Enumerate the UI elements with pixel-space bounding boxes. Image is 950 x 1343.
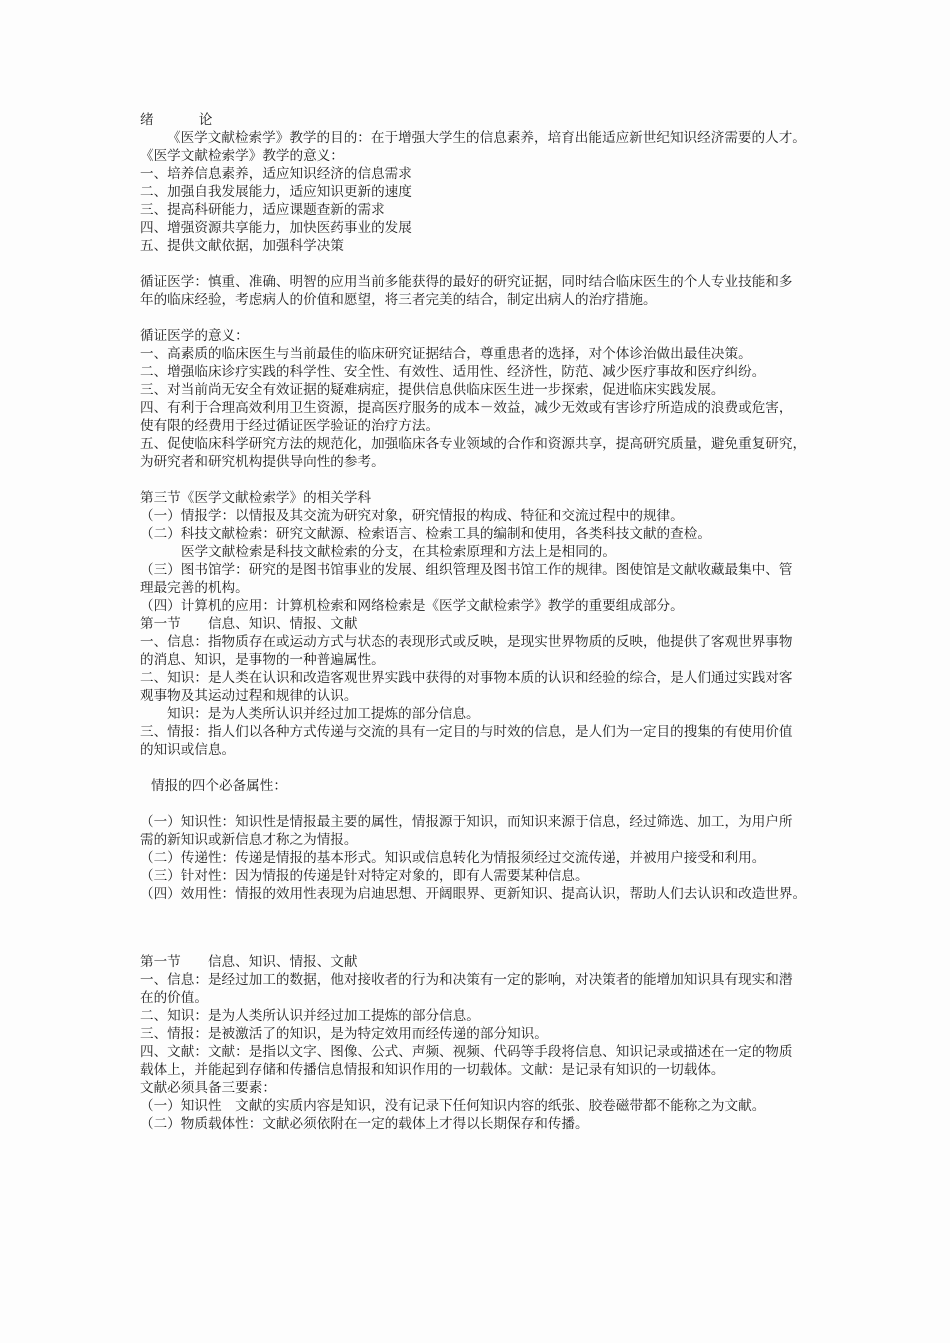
paragraph-line: 四、有利于合理高效利用卫生资源，提高医疗服务的成本－效益，减少无效或有害诊疗所造成的浪费或危害， [140, 400, 793, 416]
intro-section [140, 129, 820, 255]
section-title: 第一节 信息、知识、情报、文献 [140, 954, 358, 970]
paragraph-line: 知识：是为人类所认识并经过加工提炼的部分信息。 [167, 706, 480, 722]
section-title: 第三节《医学文献检索学》的相关学科 [140, 490, 372, 506]
spacer [140, 795, 820, 813]
paragraph-line: 二、知识：是为人类所认识并经过加工提炼的部分信息。 [140, 1008, 480, 1024]
paragraph-line: （三）针对性：因为情报的传递是针对特定对象的，即有人需要某种信息。 [140, 868, 589, 884]
paragraph-line: （三）图书馆学：研究的是图书馆事业的发展、组织管理及图书馆工作的规律。图使馆是文献收藏最集中、管 [140, 562, 793, 578]
paragraph-line: 循证医学：慎重、准确、明智的应用当前多能获得的最好的研究证据，同时结合临床医生的个人专业技能和多 [140, 274, 793, 290]
list-item: 一、培养信息素养，适应知识经济的信息需求 [140, 166, 412, 182]
paragraph-line: 二、知识：是人类在认识和改造客观世界实践中获得的对事物本质的认识和经验的综合，是人们通过实践对客 [140, 670, 793, 686]
paragraph-line: 一、信息：是经过加工的数据，他对接收者的行为和决策有一定的影响，对决策者的能增加知识具有现实和潜 [140, 972, 793, 988]
list-item: 二、加强自我发展能力，适应知识更新的速度 [140, 184, 412, 200]
list-item: （二）物质载体性：文献必须依附在一定的载体上才得以长期保存和传播。 [140, 1116, 589, 1132]
spacer [140, 921, 820, 953]
section-one-b [140, 953, 820, 1133]
paragraph-line: 的消息、知识，是事物的一种普遍属性。 [140, 652, 385, 668]
paragraph-line: 为研究者和研究机构提供导向性的参考。 [140, 454, 385, 470]
spacer [140, 309, 820, 327]
paragraph-line: 三、对当前尚无安全有效证据的疑难病症，提供信息供临床医生进一步探索，促进临床实践发展。 [140, 382, 725, 398]
paragraph-line: 需的新知识或新信息才称之为情报。 [140, 832, 358, 848]
paragraph-line: 三、情报：指人们以各种方式传递与交流的具有一定目的与时效的信息，是人们为一定目的搜集的有使用价值 [140, 724, 793, 740]
spacer [140, 255, 820, 273]
paragraph-line: 观事物及其运动过程和规律的认识。 [140, 688, 358, 704]
ebm-significance [140, 327, 820, 471]
paragraph-line: 的知识或信息。 [140, 742, 236, 758]
paragraph-line: 一、信息：指物质存在或运动方式与状态的表现形式或反映，是现实世界物质的反映，他提供了客观世界事物 [140, 634, 793, 650]
section-title: 循证医学的意义： [140, 328, 249, 344]
spacer [140, 759, 820, 777]
paragraph-line: 五、促使临床科学研究方法的规范化，加强临床各专业领域的合作和资源共享，提高研究质量，避免重复研究， [140, 436, 807, 452]
paragraph-line: （一）情报学：以情报及其交流为研究对象，研究情报的构成、特征和交流过程中的规律。 [140, 508, 684, 524]
document-body [140, 111, 820, 1133]
paragraph-line: 年的临床经验，考虑病人的价值和愿望，将三者完美的结合，制定出病人的治疗措施。 [140, 292, 657, 308]
list-item: 五、提供文献依据，加强科学决策 [140, 238, 344, 254]
paragraph-line: 一、高素质的临床医生与当前最佳的临床研究证据结合，尊重患者的选择，对个体诊治做出最佳决策。 [140, 346, 752, 362]
ebm-definition [140, 273, 820, 309]
teaching-significance-title: 《医学文献检索学》教学的意义： [140, 148, 344, 164]
paragraph-line: 四、文献：文献：是指以文字、图像、公式、声频、视频、代码等手段将信息、知识记录或描述在一定的物质 [140, 1044, 793, 1060]
paragraph-line: 理最完善的机构。 [140, 580, 249, 596]
section-title: 第一节 信息、知识、情报、文献 [140, 616, 358, 632]
paragraph-line: （二）传递性：传递是情报的基本形式。知识或信息转化为情报须经过交流传递，并被用户接受和利用。 [140, 850, 766, 866]
paragraph-line: 载体上，并能起到存储和传播信息情报和知识作用的一切载体。文献：是记录有知识的一切载体。 [140, 1062, 725, 1078]
paragraph-line: （四）计算机的应用：计算机检索和网络检索是《医学文献检索学》教学的重要组成部分。 [140, 598, 684, 614]
paragraph-line: 二、增强临床诊疗实践的科学性、安全性、有效性、适用性、经济性，防范、减少医疗事故和医疗纠纷。 [140, 364, 766, 380]
paragraph-line: （二）科技文献检索：研究文献源、检索语言、检索工具的编制和使用，各类科技文献的查检。 [140, 526, 711, 542]
list-item: 四、增强资源共享能力，加快医药事业的发展 [140, 220, 412, 236]
section-one-a [140, 615, 820, 759]
list-item: 三、提高科研能力，适应课题查新的需求 [140, 202, 385, 218]
chapter-heading: 绪 论 [140, 112, 219, 128]
teaching-purpose: 《医学文献检索学》教学的目的：在于增强大学生的信息素养，培育出能适应新世纪知识经济需要的人才。 [167, 130, 806, 146]
paragraph-line: （一）知识性：知识性是情报最主要的属性，情报源于知识，而知识来源于信息，经过筛选、加工，为用户所 [140, 814, 793, 830]
elements-title: 文献必须具备三要素： [140, 1080, 276, 1096]
paragraph-line: 使有限的经费用于经过循证医学验证的治疗方法。 [140, 418, 440, 434]
list-item: （一）知识性 文献的实质内容是知识，没有记录下任何知识内容的纸张、胶卷磁带都不能称之为文献。 [140, 1098, 766, 1114]
intelligence-attributes [140, 777, 820, 903]
spacer [140, 471, 820, 489]
paragraph-line: 在的价值。 [140, 990, 208, 1006]
paragraph-line: 三、情报：是被激活了的知识，是为特定效用而经传递的部分知识。 [140, 1026, 548, 1042]
spacer [140, 903, 820, 921]
paragraph-line: 医学文献检索是科技文献检索的分支，在其检索原理和方法上是相同的。 [181, 544, 616, 560]
section-title: 情报的四个必备属性： [151, 778, 287, 794]
related-disciplines [140, 489, 820, 615]
paragraph-line: （四）效用性：情报的效用性表现为启迪思想、开阔眼界、更新知识、提高认识，帮助人们去认识和改造世界。 [140, 886, 807, 902]
